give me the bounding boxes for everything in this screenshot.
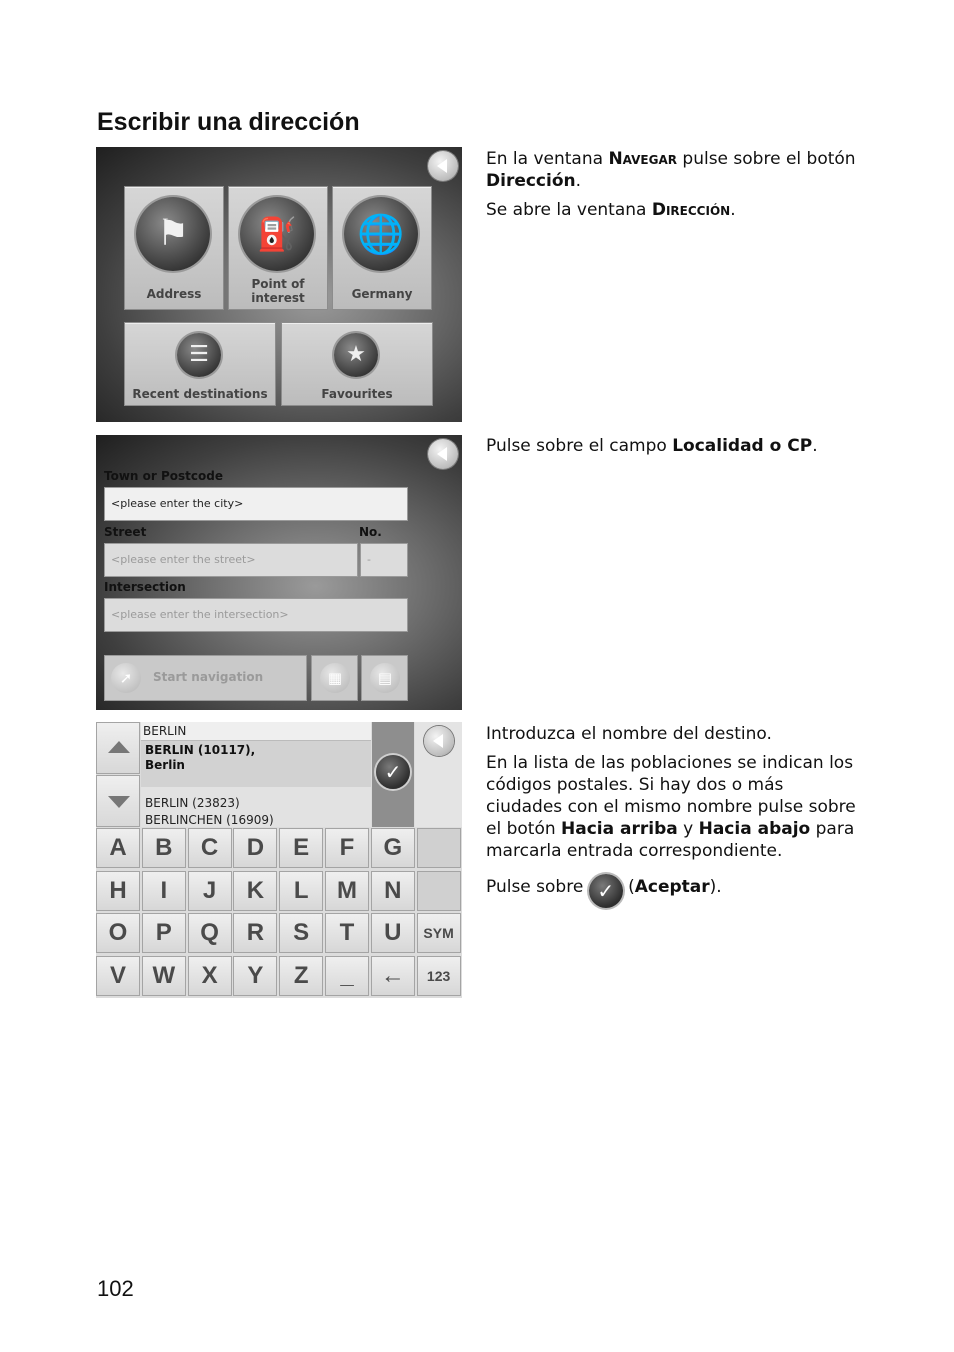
paragraph: Pulse sobre el campo Localidad o CP. bbox=[486, 436, 818, 456]
down-arrow-icon bbox=[108, 796, 130, 808]
keyboard-key[interactable]: D bbox=[233, 828, 277, 868]
section-3-text bbox=[486, 723, 858, 915]
keyboard-key-blank[interactable] bbox=[417, 828, 461, 868]
keyboard-key[interactable]: Q bbox=[188, 913, 232, 953]
page-heading: Escribir una dirección bbox=[97, 108, 360, 136]
keyboard-key[interactable]: SYM bbox=[417, 913, 461, 953]
keyboard-key[interactable]: B bbox=[142, 828, 186, 868]
accept-button[interactable] bbox=[372, 722, 414, 827]
keyboard-key[interactable]: K bbox=[233, 871, 277, 911]
save-icon: ▤ bbox=[370, 663, 400, 693]
keyboard-key[interactable]: R bbox=[233, 913, 277, 953]
paragraph: En la lista de las poblaciones se indican los códigos postales. Si hay dos o más ciudades con el mismo nombre pulse sobre el botón Hacia arriba y Hacia abajo para marcarla entrada correspondiente. bbox=[486, 753, 856, 861]
star-icon: ★ bbox=[334, 333, 378, 377]
keyboard bbox=[96, 828, 462, 998]
selected-city-line1: BERLIN (10117), bbox=[145, 743, 256, 757]
paragraph: En la ventana Navegar pulse sobre el botón Dirección. bbox=[486, 149, 856, 191]
keyboard-key[interactable]: Z bbox=[279, 956, 323, 996]
keyboard-key[interactable]: P bbox=[142, 913, 186, 953]
town-input[interactable]: <please enter the city> bbox=[104, 487, 408, 521]
city-input[interactable] bbox=[141, 722, 371, 741]
button-name: Aceptar bbox=[634, 877, 710, 897]
globe-icon: 🌐 bbox=[344, 197, 418, 271]
flag-icon: ⚑ bbox=[136, 197, 210, 271]
list-item[interactable]: BERLIN (23823) bbox=[145, 796, 240, 810]
window-name: Navegar bbox=[608, 149, 677, 169]
navigate-screenshot bbox=[96, 147, 462, 422]
window-name: Dirección bbox=[651, 200, 731, 220]
poi-label: Point of interest bbox=[251, 277, 305, 305]
city-entry-screenshot bbox=[96, 722, 462, 998]
street-label: Street bbox=[104, 525, 147, 539]
poi-tile[interactable] bbox=[228, 186, 328, 310]
keyboard-key[interactable]: G bbox=[371, 828, 415, 868]
right-panel bbox=[415, 722, 462, 827]
map-button[interactable] bbox=[311, 655, 358, 701]
list-item[interactable]: BERLINCHEN (16909) bbox=[145, 813, 274, 827]
address-label: Address bbox=[146, 287, 202, 301]
street-input[interactable]: <please enter the street> bbox=[104, 543, 358, 577]
field-name: Localidad o CP bbox=[672, 436, 813, 456]
town-label: Town or Postcode bbox=[104, 469, 223, 483]
up-arrow-icon bbox=[108, 741, 130, 753]
paragraph: Pulse sobre ✓ (Aceptar). bbox=[486, 874, 858, 908]
favourites-label: Favourites bbox=[321, 387, 393, 401]
map-icon: ▦ bbox=[320, 663, 350, 693]
paragraph: Introduzca el nombre del destino. bbox=[486, 724, 772, 744]
keyboard-key[interactable]: Y bbox=[233, 956, 277, 996]
check-icon: ✓ bbox=[589, 874, 623, 908]
country-label: Germany bbox=[351, 287, 413, 301]
keyboard-key[interactable]: V bbox=[96, 956, 140, 996]
keyboard-key[interactable]: S bbox=[279, 913, 323, 953]
back-arrow-icon[interactable] bbox=[428, 439, 458, 469]
navigation-arrow-icon: ➚ bbox=[111, 663, 141, 693]
keyboard-key[interactable]: O bbox=[96, 913, 140, 953]
keyboard-key[interactable]: _ bbox=[325, 956, 369, 996]
list-icon: ☰ bbox=[177, 333, 221, 377]
address-screenshot bbox=[96, 435, 462, 710]
keyboard-key[interactable]: X bbox=[188, 956, 232, 996]
keyboard-key[interactable]: T bbox=[325, 913, 369, 953]
keyboard-key[interactable]: E bbox=[279, 828, 323, 868]
start-navigation-label: Start navigation bbox=[153, 670, 264, 684]
intersection-input[interactable]: <please enter the intersection> bbox=[104, 598, 408, 632]
keyboard-key[interactable]: C bbox=[188, 828, 232, 868]
paragraph: Se abre la ventana Dirección. bbox=[486, 200, 736, 220]
keyboard-key[interactable]: F bbox=[325, 828, 369, 868]
back-arrow-icon[interactable] bbox=[428, 151, 458, 181]
keyboard-key[interactable]: H bbox=[96, 871, 140, 911]
selected-city-row[interactable] bbox=[141, 741, 371, 787]
keyboard-key[interactable]: W bbox=[142, 956, 186, 996]
keyboard-key[interactable]: L bbox=[279, 871, 323, 911]
section-1-text bbox=[486, 148, 858, 228]
keyboard-key[interactable]: 123 bbox=[417, 956, 461, 996]
section-2-text bbox=[486, 435, 858, 464]
keyboard-key[interactable]: A bbox=[96, 828, 140, 868]
favourites-tile[interactable] bbox=[281, 322, 433, 406]
recent-label: Recent destinations bbox=[132, 387, 268, 401]
house-number-input[interactable]: - bbox=[360, 543, 408, 577]
house-number-label: No. bbox=[359, 525, 382, 539]
city-input-text: BERLIN bbox=[143, 724, 187, 738]
city-list bbox=[141, 722, 371, 827]
selected-city-line2: Berlin bbox=[145, 758, 185, 772]
save-button[interactable] bbox=[361, 655, 408, 701]
address-tile[interactable] bbox=[124, 186, 224, 310]
button-name: Hacia arriba bbox=[561, 819, 678, 839]
scroll-up-button[interactable] bbox=[96, 722, 140, 774]
keyboard-key[interactable]: N bbox=[371, 871, 415, 911]
fuel-pump-icon: ⛽ bbox=[240, 197, 314, 271]
button-name: Dirección bbox=[486, 171, 576, 191]
keyboard-key[interactable]: M bbox=[325, 871, 369, 911]
start-navigation-button[interactable] bbox=[104, 655, 307, 701]
page-number: 102 bbox=[97, 1276, 134, 1301]
scroll-down-button[interactable] bbox=[96, 775, 140, 827]
keyboard-key[interactable]: U bbox=[371, 913, 415, 953]
check-icon: ✓ bbox=[376, 755, 410, 789]
keyboard-key[interactable]: ← bbox=[371, 956, 415, 996]
recent-destinations-tile[interactable] bbox=[124, 322, 276, 406]
back-arrow-icon[interactable] bbox=[424, 726, 454, 756]
keyboard-key[interactable]: J bbox=[188, 871, 232, 911]
button-name: Hacia abajo bbox=[698, 819, 811, 839]
intersection-label: Intersection bbox=[104, 580, 186, 594]
keyboard-key-blank[interactable] bbox=[417, 871, 461, 911]
country-tile[interactable] bbox=[332, 186, 432, 310]
keyboard-key[interactable]: I bbox=[142, 871, 186, 911]
